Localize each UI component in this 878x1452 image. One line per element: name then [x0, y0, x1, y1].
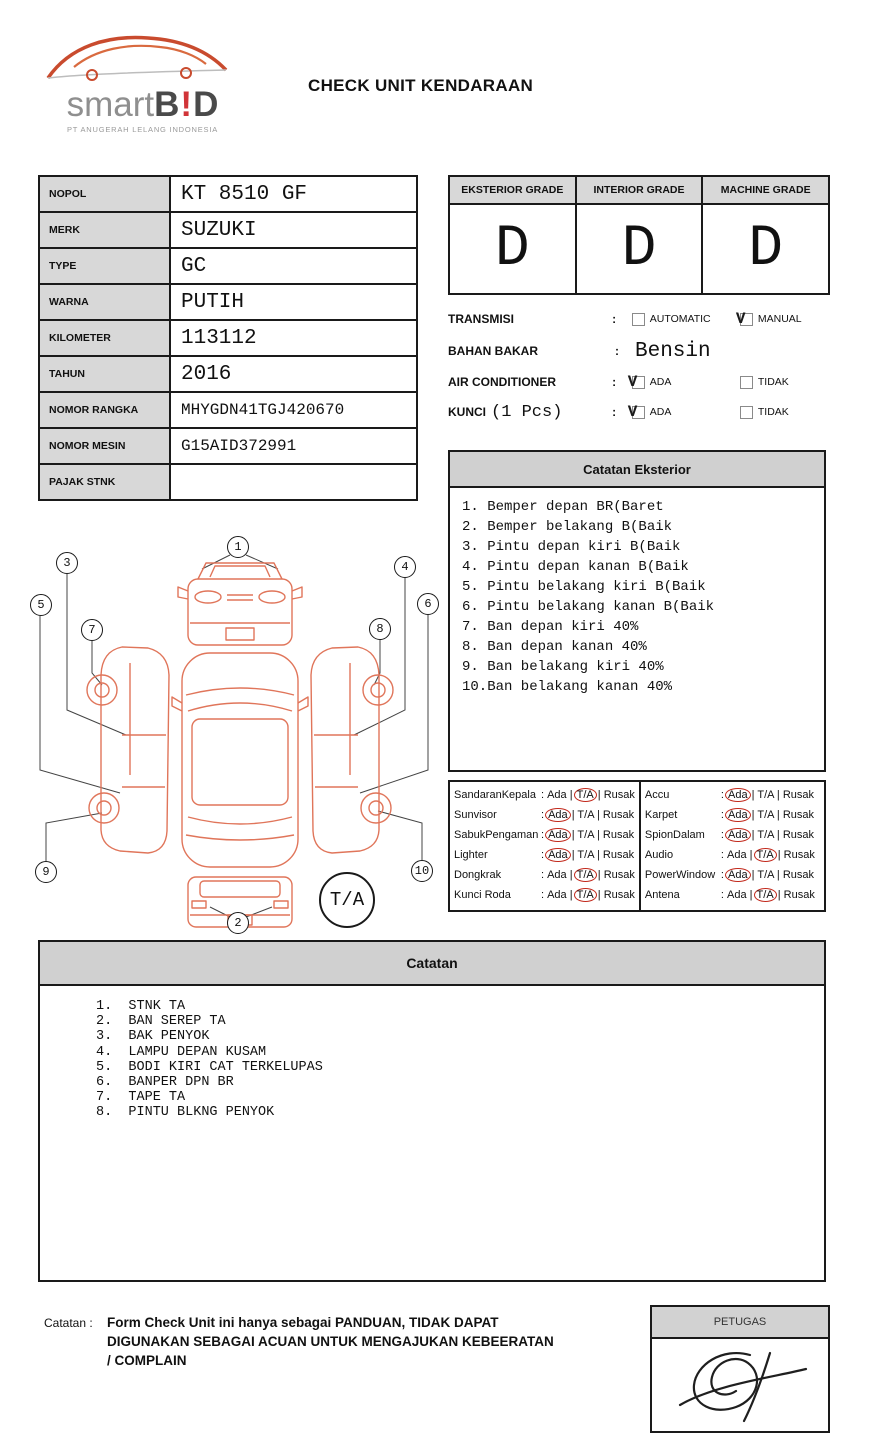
colon: :	[541, 809, 545, 821]
equip-option: Rusak	[783, 889, 815, 901]
list-item: 6. BANPER DPN BR	[96, 1075, 234, 1091]
table-row	[40, 429, 416, 465]
colon: :	[541, 829, 545, 841]
table-row	[40, 465, 416, 499]
equip-option: T/A	[757, 869, 774, 881]
option-separator: |	[773, 869, 783, 881]
equip-options	[727, 789, 814, 801]
equip-option: Ada	[547, 789, 567, 801]
equip-row	[645, 805, 820, 825]
equip-option: Rusak	[783, 849, 815, 861]
brand-d: D	[193, 85, 219, 124]
option-separator: |	[774, 849, 784, 861]
grade-interior	[577, 177, 704, 293]
check-mark: V	[627, 402, 638, 421]
option-separator: |	[593, 809, 603, 821]
equip-options	[727, 809, 814, 821]
colon: :	[720, 889, 724, 901]
option-separator: |	[773, 789, 783, 801]
equip-row	[645, 785, 820, 805]
equip-name: Accu	[644, 789, 670, 801]
list-item: 7. TAPE TA	[96, 1090, 186, 1106]
equip-option: T/A	[574, 788, 597, 802]
row-label: NOMOR RANGKA	[40, 393, 171, 427]
list-item: 3. Pintu depan kiri B(Baik	[462, 539, 681, 555]
row-label: NOMOR MESIN	[40, 429, 171, 463]
grades-table	[448, 175, 830, 295]
option-separator: |	[594, 869, 604, 881]
callout-5: 5	[30, 594, 52, 616]
equip-options	[547, 849, 634, 861]
smartbid-logo	[40, 30, 245, 134]
option-separator: |	[748, 829, 758, 841]
option-separator: |	[593, 829, 603, 841]
equip-name: SpionDalam	[644, 829, 705, 841]
row-value: 2016	[181, 362, 232, 386]
equip-option: Rusak	[603, 789, 635, 801]
equip-option: Rusak	[782, 869, 815, 881]
equip-row	[645, 885, 820, 905]
equip-option: T/A	[757, 829, 774, 841]
row-value: G15AID372991	[181, 437, 297, 455]
option-separator: |	[748, 789, 758, 801]
table-row	[40, 285, 416, 321]
car-damage-diagram	[30, 535, 450, 935]
row-label: PAJAK STNK	[40, 465, 171, 499]
automatic-label: AUTOMATIC	[649, 313, 711, 325]
brand-wordmark	[40, 87, 245, 122]
footnote-label: Catatan :	[44, 1316, 93, 1330]
row-label: TYPE	[40, 249, 171, 283]
list-item: 2. BAN SEREP TA	[96, 1014, 226, 1030]
kunci-row	[448, 399, 848, 425]
grade-machine	[703, 177, 828, 293]
bahan-bakar-row	[448, 338, 848, 364]
equip-row	[645, 865, 820, 885]
equip-option: Rusak	[602, 849, 635, 861]
ac-tidak-checkbox[interactable]	[740, 376, 753, 389]
option-separator: |	[748, 869, 758, 881]
grade-header: EKSTERIOR GRADE	[450, 177, 575, 205]
equip-option: Rusak	[603, 889, 635, 901]
equip-name: SandaranKepala	[454, 789, 536, 801]
callout-7: 7	[81, 619, 103, 641]
list-item: 5. BODI KIRI CAT TERKELUPAS	[96, 1059, 323, 1075]
equip-option: T/A	[577, 809, 594, 821]
catatan-eksterior-box	[448, 450, 826, 772]
table-row	[40, 393, 416, 429]
equip-option: Rusak	[603, 869, 635, 881]
equip-option: T/A	[574, 868, 597, 882]
equip-option: Ada	[725, 788, 751, 802]
catatan-list	[40, 986, 824, 1134]
equip-option: Ada	[725, 808, 751, 822]
list-item: 7. Ban depan kiri 40%	[462, 619, 639, 635]
row-value: PUTIH	[181, 290, 245, 314]
equip-row	[454, 785, 635, 805]
equipment-left-column	[450, 782, 641, 910]
table-row	[40, 321, 416, 357]
option-separator: |	[594, 889, 604, 901]
bahan-bakar-value: Bensin	[635, 339, 711, 363]
ac-tidak-option	[740, 376, 848, 389]
list-item: 5. Pintu belakang kiri B(Baik	[462, 579, 706, 595]
signature	[652, 1339, 828, 1433]
option-separator: |	[566, 869, 576, 881]
row-label: WARNA	[40, 285, 171, 319]
row-value: MHYGDN41TGJ420670	[181, 401, 345, 419]
check-mark: V	[735, 309, 746, 328]
equip-name: Antena	[644, 889, 680, 901]
equip-options	[547, 869, 635, 881]
option-separator: |	[568, 849, 578, 861]
callout-3: 3	[56, 552, 78, 574]
list-item: 3. BAK PENYOK	[96, 1029, 210, 1045]
callout-4: 4	[394, 556, 416, 578]
option-separator: |	[593, 849, 603, 861]
equip-option: Ada	[726, 849, 747, 861]
air-conditioner-label: AIR CONDITIONER	[448, 375, 556, 389]
kunci-tidak-label: TIDAK	[757, 406, 789, 418]
equip-option: Rusak	[782, 809, 815, 821]
row-label: NOPOL	[40, 177, 171, 211]
manual-label: MANUAL	[757, 313, 802, 325]
equip-row	[454, 885, 635, 905]
colon: :	[541, 889, 545, 901]
table-row	[40, 357, 416, 393]
callout-2: 2	[227, 912, 249, 934]
grade-header: MACHINE GRADE	[703, 177, 828, 205]
row-value: GC	[181, 254, 207, 278]
callout-10: 10	[411, 860, 433, 882]
equip-option: T/A	[754, 888, 777, 902]
grade-value: D	[748, 216, 784, 282]
ac-ada-label: ADA	[649, 376, 672, 388]
list-item: 1. Bemper depan BR(Baret	[462, 499, 664, 515]
list-item: 9. Ban belakang kiri 40%	[462, 659, 664, 675]
kunci-ada-label: ADA	[649, 406, 672, 418]
colon: :	[541, 869, 545, 881]
equip-option: Ada	[547, 869, 567, 881]
equip-options	[727, 869, 814, 881]
catatan-eksterior-list	[450, 488, 824, 706]
option-separator: |	[566, 789, 576, 801]
equip-option: Rusak	[602, 809, 635, 821]
option-separator: |	[773, 829, 783, 841]
list-item: 6. Pintu belakang kanan B(Baik	[462, 599, 715, 615]
check-mark: V	[627, 372, 638, 391]
equip-option: Ada	[545, 828, 571, 842]
equip-option: T/A	[757, 789, 774, 801]
equip-option: Ada	[725, 868, 751, 882]
option-separator: |	[773, 809, 783, 821]
catatan-eksterior-title: Catatan Eksterior	[450, 452, 824, 488]
transmisi-automatic-option	[632, 313, 740, 326]
option-separator: |	[746, 889, 756, 901]
list-item: 8. Ban depan kanan 40%	[462, 639, 647, 655]
equip-name: PowerWindow	[644, 869, 716, 881]
brand-smart: smart	[66, 85, 155, 124]
equip-name: Karpet	[644, 809, 678, 821]
equipment-checklist	[448, 780, 826, 912]
equip-name: Kunci Roda	[454, 889, 511, 901]
equip-options	[727, 829, 814, 841]
transmisi-row	[448, 306, 848, 332]
equip-row	[454, 825, 635, 845]
equip-name: Lighter	[454, 849, 488, 861]
list-item: 4. Pintu depan kanan B(Baik	[462, 559, 689, 575]
colon: :	[720, 789, 724, 801]
kunci-label: KUNCI (1 Pcs)	[448, 402, 563, 422]
option-separator: |	[748, 809, 758, 821]
option-separator: |	[566, 889, 576, 901]
grade-header: INTERIOR GRADE	[577, 177, 702, 205]
grade-value: D	[494, 216, 530, 282]
footnote-text: Form Check Unit ini hanya sebagai PANDUAN, TIDAK DAPAT DIGUNAKAN SEBAGAI ACUAN UNTUK MENGAJUKAN KEBEERATAN / COMPLAIN	[107, 1315, 554, 1368]
equip-option: Ada	[545, 808, 571, 822]
colon: :	[612, 405, 617, 419]
row-label: KILOMETER	[40, 321, 171, 355]
equip-name: Audio	[644, 849, 674, 861]
equip-options	[547, 789, 635, 801]
signature-icon	[652, 1339, 828, 1431]
air-conditioner-row	[448, 369, 848, 395]
callout-8: 8	[369, 618, 391, 640]
colon: :	[541, 789, 545, 801]
ac-ada-option	[627, 372, 740, 391]
equip-row	[454, 805, 635, 825]
colon: :	[615, 344, 619, 358]
equip-option: Ada	[545, 848, 571, 862]
option-separator: |	[594, 789, 604, 801]
equip-option: T/A	[577, 829, 594, 841]
kunci-tidak-checkbox[interactable]	[740, 406, 753, 419]
colon: :	[720, 849, 724, 861]
equip-name: Sunvisor	[454, 809, 497, 821]
equip-name: SabukPengaman	[454, 829, 539, 841]
bahan-bakar-label: BAHAN BAKAR	[448, 344, 538, 358]
table-row	[40, 249, 416, 285]
list-item: 1. STNK TA	[96, 999, 186, 1014]
option-separator: |	[568, 829, 578, 841]
kunci-qty: (1 Pcs)	[491, 402, 563, 422]
row-label: MERK	[40, 213, 171, 247]
vehicle-info-table	[38, 175, 418, 501]
equip-options	[547, 809, 634, 821]
row-value: SUZUKI	[181, 218, 257, 242]
equip-options	[727, 849, 815, 861]
equip-option: Ada	[547, 889, 567, 901]
kunci-tidak-option	[740, 406, 848, 419]
equip-option: Rusak	[782, 829, 815, 841]
row-label: TAHUN	[40, 357, 171, 391]
colon: :	[720, 869, 724, 881]
equip-option: Ada	[726, 889, 747, 901]
callout-6: 6	[417, 593, 439, 615]
list-item: 2. Bemper belakang B(Baik	[462, 519, 673, 535]
kunci-ada-option	[627, 402, 740, 421]
colon: :	[612, 375, 617, 389]
equip-option: T/A	[577, 849, 594, 861]
equip-option: T/A	[754, 848, 777, 862]
equip-option: T/A	[574, 888, 597, 902]
transmisi-label: TRANSMISI	[448, 312, 514, 326]
equip-options	[547, 829, 634, 841]
equip-option: T/A	[757, 809, 774, 821]
equip-options	[727, 889, 815, 901]
table-row	[40, 177, 416, 213]
equip-row	[645, 845, 820, 865]
petugas-box	[650, 1305, 830, 1433]
colon: :	[541, 849, 545, 861]
row-value	[171, 465, 416, 499]
ta-stamp: T/A	[319, 872, 375, 928]
equip-name: Dongkrak	[454, 869, 502, 881]
equipment-right-column	[641, 782, 824, 910]
list-item: 4. LAMPU DEPAN KUSAM	[96, 1044, 267, 1060]
table-row	[40, 213, 416, 249]
brand-subtitle: PT ANUGERAH LELANG INDONESIA	[66, 125, 219, 134]
catatan-title: Catatan	[40, 942, 824, 986]
option-separator: |	[568, 809, 578, 821]
callout-9: 9	[35, 861, 57, 883]
equip-row	[645, 825, 820, 845]
list-item: 10.Ban belakang kanan 40%	[462, 679, 673, 695]
equip-option: Ada	[725, 828, 751, 842]
car-swoosh-icon	[40, 30, 240, 86]
brand-i: !	[180, 85, 193, 124]
transmisi-manual-option	[735, 309, 848, 328]
equip-option: Rusak	[602, 829, 635, 841]
page-title: CHECK UNIT KENDARAAN	[308, 76, 534, 95]
automatic-checkbox[interactable]	[632, 313, 645, 326]
option-separator: |	[746, 849, 756, 861]
colon: :	[720, 809, 724, 821]
petugas-title: PETUGAS	[652, 1307, 828, 1339]
grade-value: D	[621, 216, 657, 282]
car-diagram-svg	[30, 535, 450, 935]
list-item: 8. PINTU BLKNG PENYOK	[96, 1105, 275, 1121]
equip-option: Rusak	[782, 789, 815, 801]
equip-row	[454, 845, 635, 865]
row-value: 113112	[181, 326, 257, 350]
colon: :	[612, 312, 617, 326]
colon: :	[720, 829, 724, 841]
equip-row	[454, 865, 635, 885]
callout-1: 1	[227, 536, 249, 558]
row-value: KT 8510 GF	[181, 182, 308, 206]
equip-options	[547, 889, 635, 901]
option-separator: |	[774, 889, 784, 901]
ac-tidak-label: TIDAK	[757, 376, 789, 388]
brand-b: B	[154, 85, 180, 124]
grade-exterior	[450, 177, 577, 293]
catatan-box	[38, 940, 826, 1282]
